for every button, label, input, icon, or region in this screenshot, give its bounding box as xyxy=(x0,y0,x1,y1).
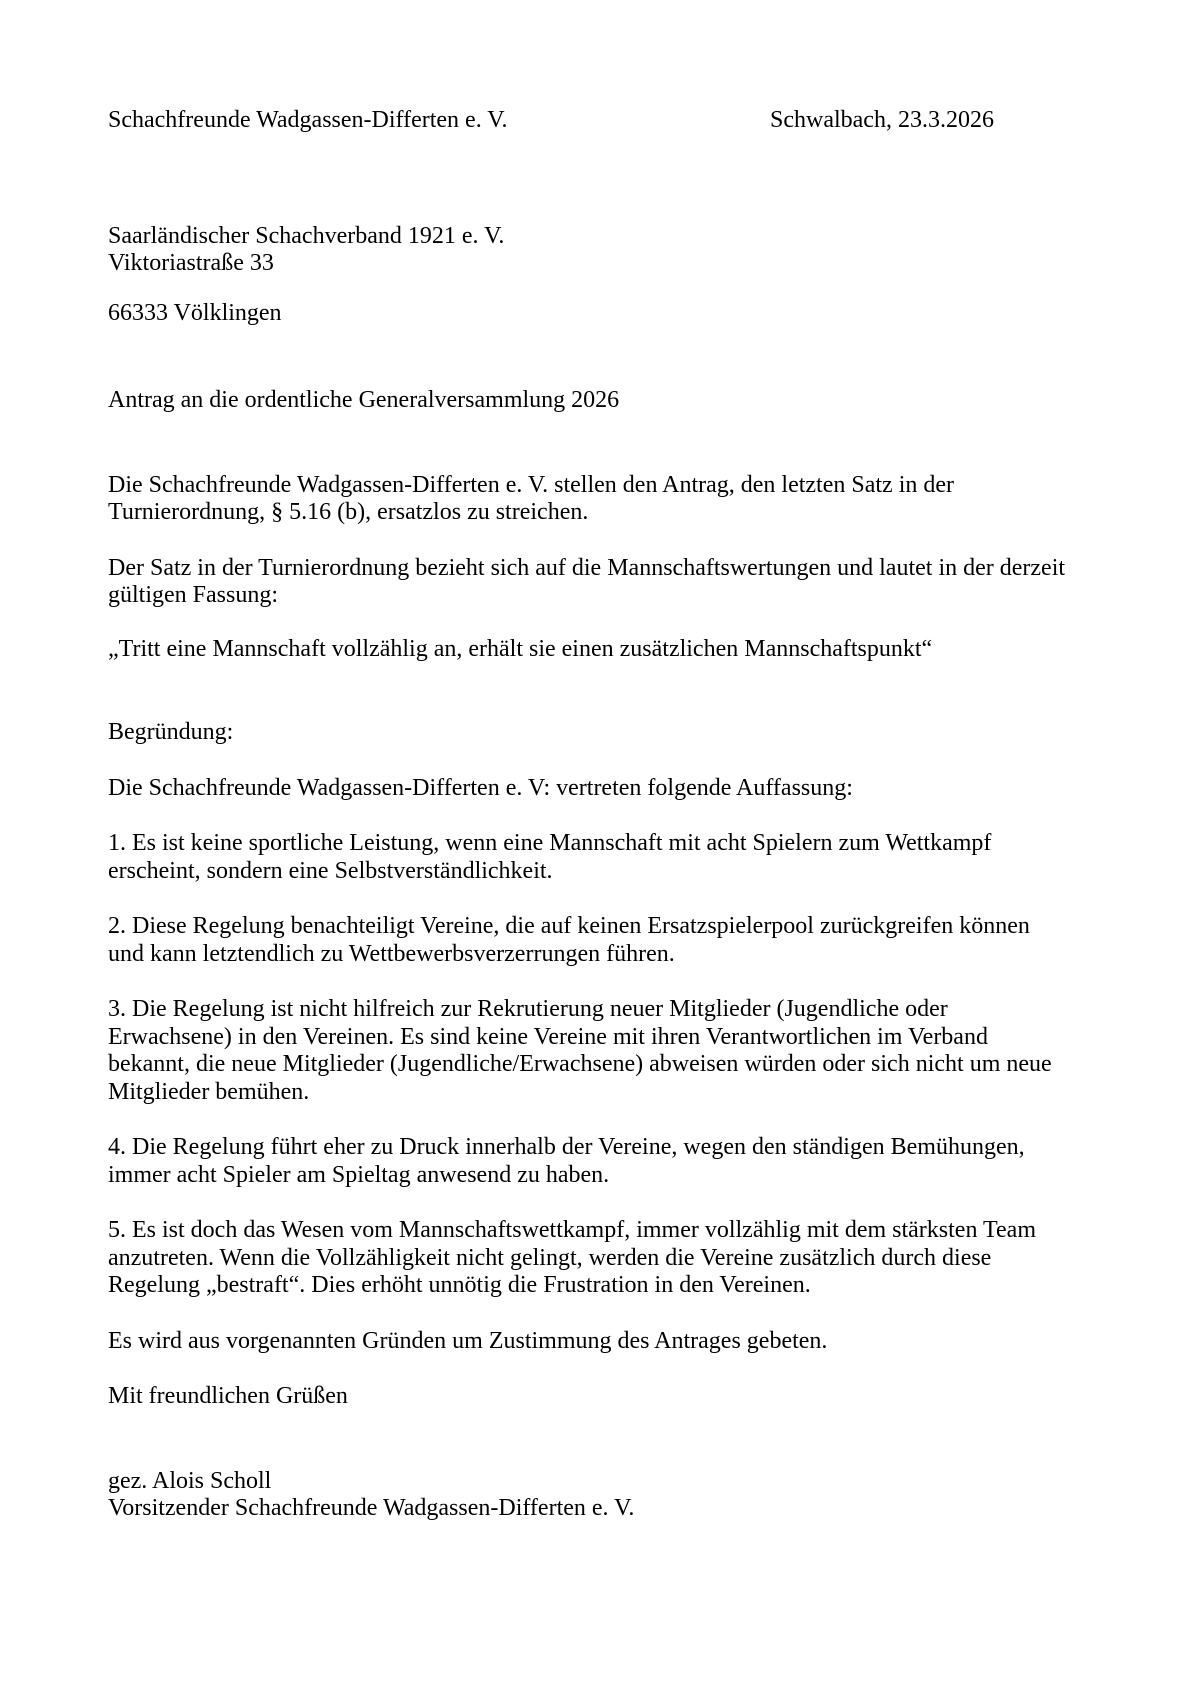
point4-line-1: 4. Die Regelung führt eher zu Druck innerhalb der Vereine, wegen den ständigen Bemühungen, xyxy=(108,1134,1025,1160)
point5-line-1: 5. Es ist doch das Wesen vom Mannschaftswettkampf, immer vollzählig mit dem stärksten Team xyxy=(108,1217,1036,1243)
letter-header xyxy=(108,107,1110,135)
rule-quote-text: „Tritt eine Mannschaft vollzählig an, erhält sie einen zusätzlichen Mannschaftspunkt“ xyxy=(108,635,933,662)
closing-text: Mit freundlichen Grüßen xyxy=(108,1383,348,1409)
context-line-1: Der Satz in der Turnierordnung bezieht sich auf die Mannschaftswertungen und lautet in der derzeit xyxy=(108,554,1066,581)
paragraph-intro xyxy=(108,472,1110,527)
context-line-2: gültigen Fassung: xyxy=(108,582,279,608)
point1-line-1: 1. Es ist keine sportliche Leistung, wenn eine Mannschaft mit acht Spielern zum Wettkampf xyxy=(108,830,992,856)
subject-line xyxy=(108,387,1110,415)
reasons-intro xyxy=(108,775,1110,803)
request-text: Es wird aus vorgenannten Gründen um Zustimmung des Antrages gebeten. xyxy=(108,1327,828,1354)
point5-line-3: Regelung „bestraft“. Dies erhöht unnötig die Frustration in den Vereinen. xyxy=(108,1272,811,1298)
point1-line-2: erscheint, sondern eine Selbstverständlichkeit. xyxy=(108,857,553,884)
rule-quote xyxy=(108,636,1110,664)
point5-line-2: anzutreten. Wenn die Vollzähligkeit nicht gelingt, werden die Vereine zusätzlich durch diese xyxy=(108,1244,992,1271)
closing-salutation xyxy=(108,1383,1110,1411)
reasons-heading xyxy=(108,719,1110,747)
subject-text: Antrag an die ordentliche Generalversammlung 2026 xyxy=(108,387,620,413)
intro-line-1: Die Schachfreunde Wadgassen-Differten e. V. stellen den Antrag, den letzten Satz in der xyxy=(108,471,955,498)
letter-content xyxy=(108,107,1110,1523)
signature-block xyxy=(108,1468,1110,1523)
request-paragraph xyxy=(108,1328,1110,1356)
recipient-org: Saarländischer Schachverband 1921 e. V. xyxy=(108,222,505,249)
reason-point-2 xyxy=(108,913,1110,968)
signature-title: Vorsitzender Schachfreunde Wadgassen-Differten e. V. xyxy=(108,1495,635,1521)
reason-point-1 xyxy=(108,830,1110,885)
reason-point-5 xyxy=(108,1217,1110,1300)
point4-line-2: immer acht Spieler am Spieltag anwesend zu haben. xyxy=(108,1161,610,1188)
recipient-city-line: 66333 Völklingen xyxy=(108,299,282,326)
point3-line-3: bekannt, die neue Mitglieder (Jugendliche/Erwachsene) abweisen würden oder sich nicht um neue xyxy=(108,1051,1052,1077)
reasons-heading-text: Begründung: xyxy=(108,719,234,745)
reason-point-4 xyxy=(108,1134,1110,1189)
point2-line-1: 2. Diese Regelung benachteiligt Vereine, die auf keinen Ersatzspielerpool zurückgreifen können xyxy=(108,913,1030,939)
point3-line-2: Erwachsene) in den Vereinen. Es sind keine Vereine mit ihren Verantwortlichen im Verband xyxy=(108,1023,988,1050)
recipient-city xyxy=(108,300,1110,328)
recipient-address xyxy=(108,223,1110,278)
signature-name: gez. Alois Scholl xyxy=(108,1467,272,1494)
paragraph-context xyxy=(108,555,1110,610)
sender-name: Schachfreunde Wadgassen-Differten e. V. xyxy=(108,107,508,133)
reasons-intro-text: Die Schachfreunde Wadgassen-Differten e. V: vertreten folgende Auffassung: xyxy=(108,774,853,801)
reason-point-3 xyxy=(108,996,1110,1106)
point3-line-4: Mitglieder bemühen. xyxy=(108,1078,310,1105)
intro-line-2: Turnierordnung, § 5.16 (b), ersatzlos zu streichen. xyxy=(108,499,589,525)
place-date: Schwalbach, 23.3.2026 xyxy=(770,107,994,133)
recipient-street: Viktoriastraße 33 xyxy=(108,250,274,276)
point3-line-1: 3. Die Regelung ist nicht hilfreich zur Rekrutierung neuer Mitglieder (Jugendliche oder xyxy=(108,996,948,1022)
point2-line-2: und kann letztendlich zu Wettbewerbsverzerrungen führen. xyxy=(108,940,675,967)
